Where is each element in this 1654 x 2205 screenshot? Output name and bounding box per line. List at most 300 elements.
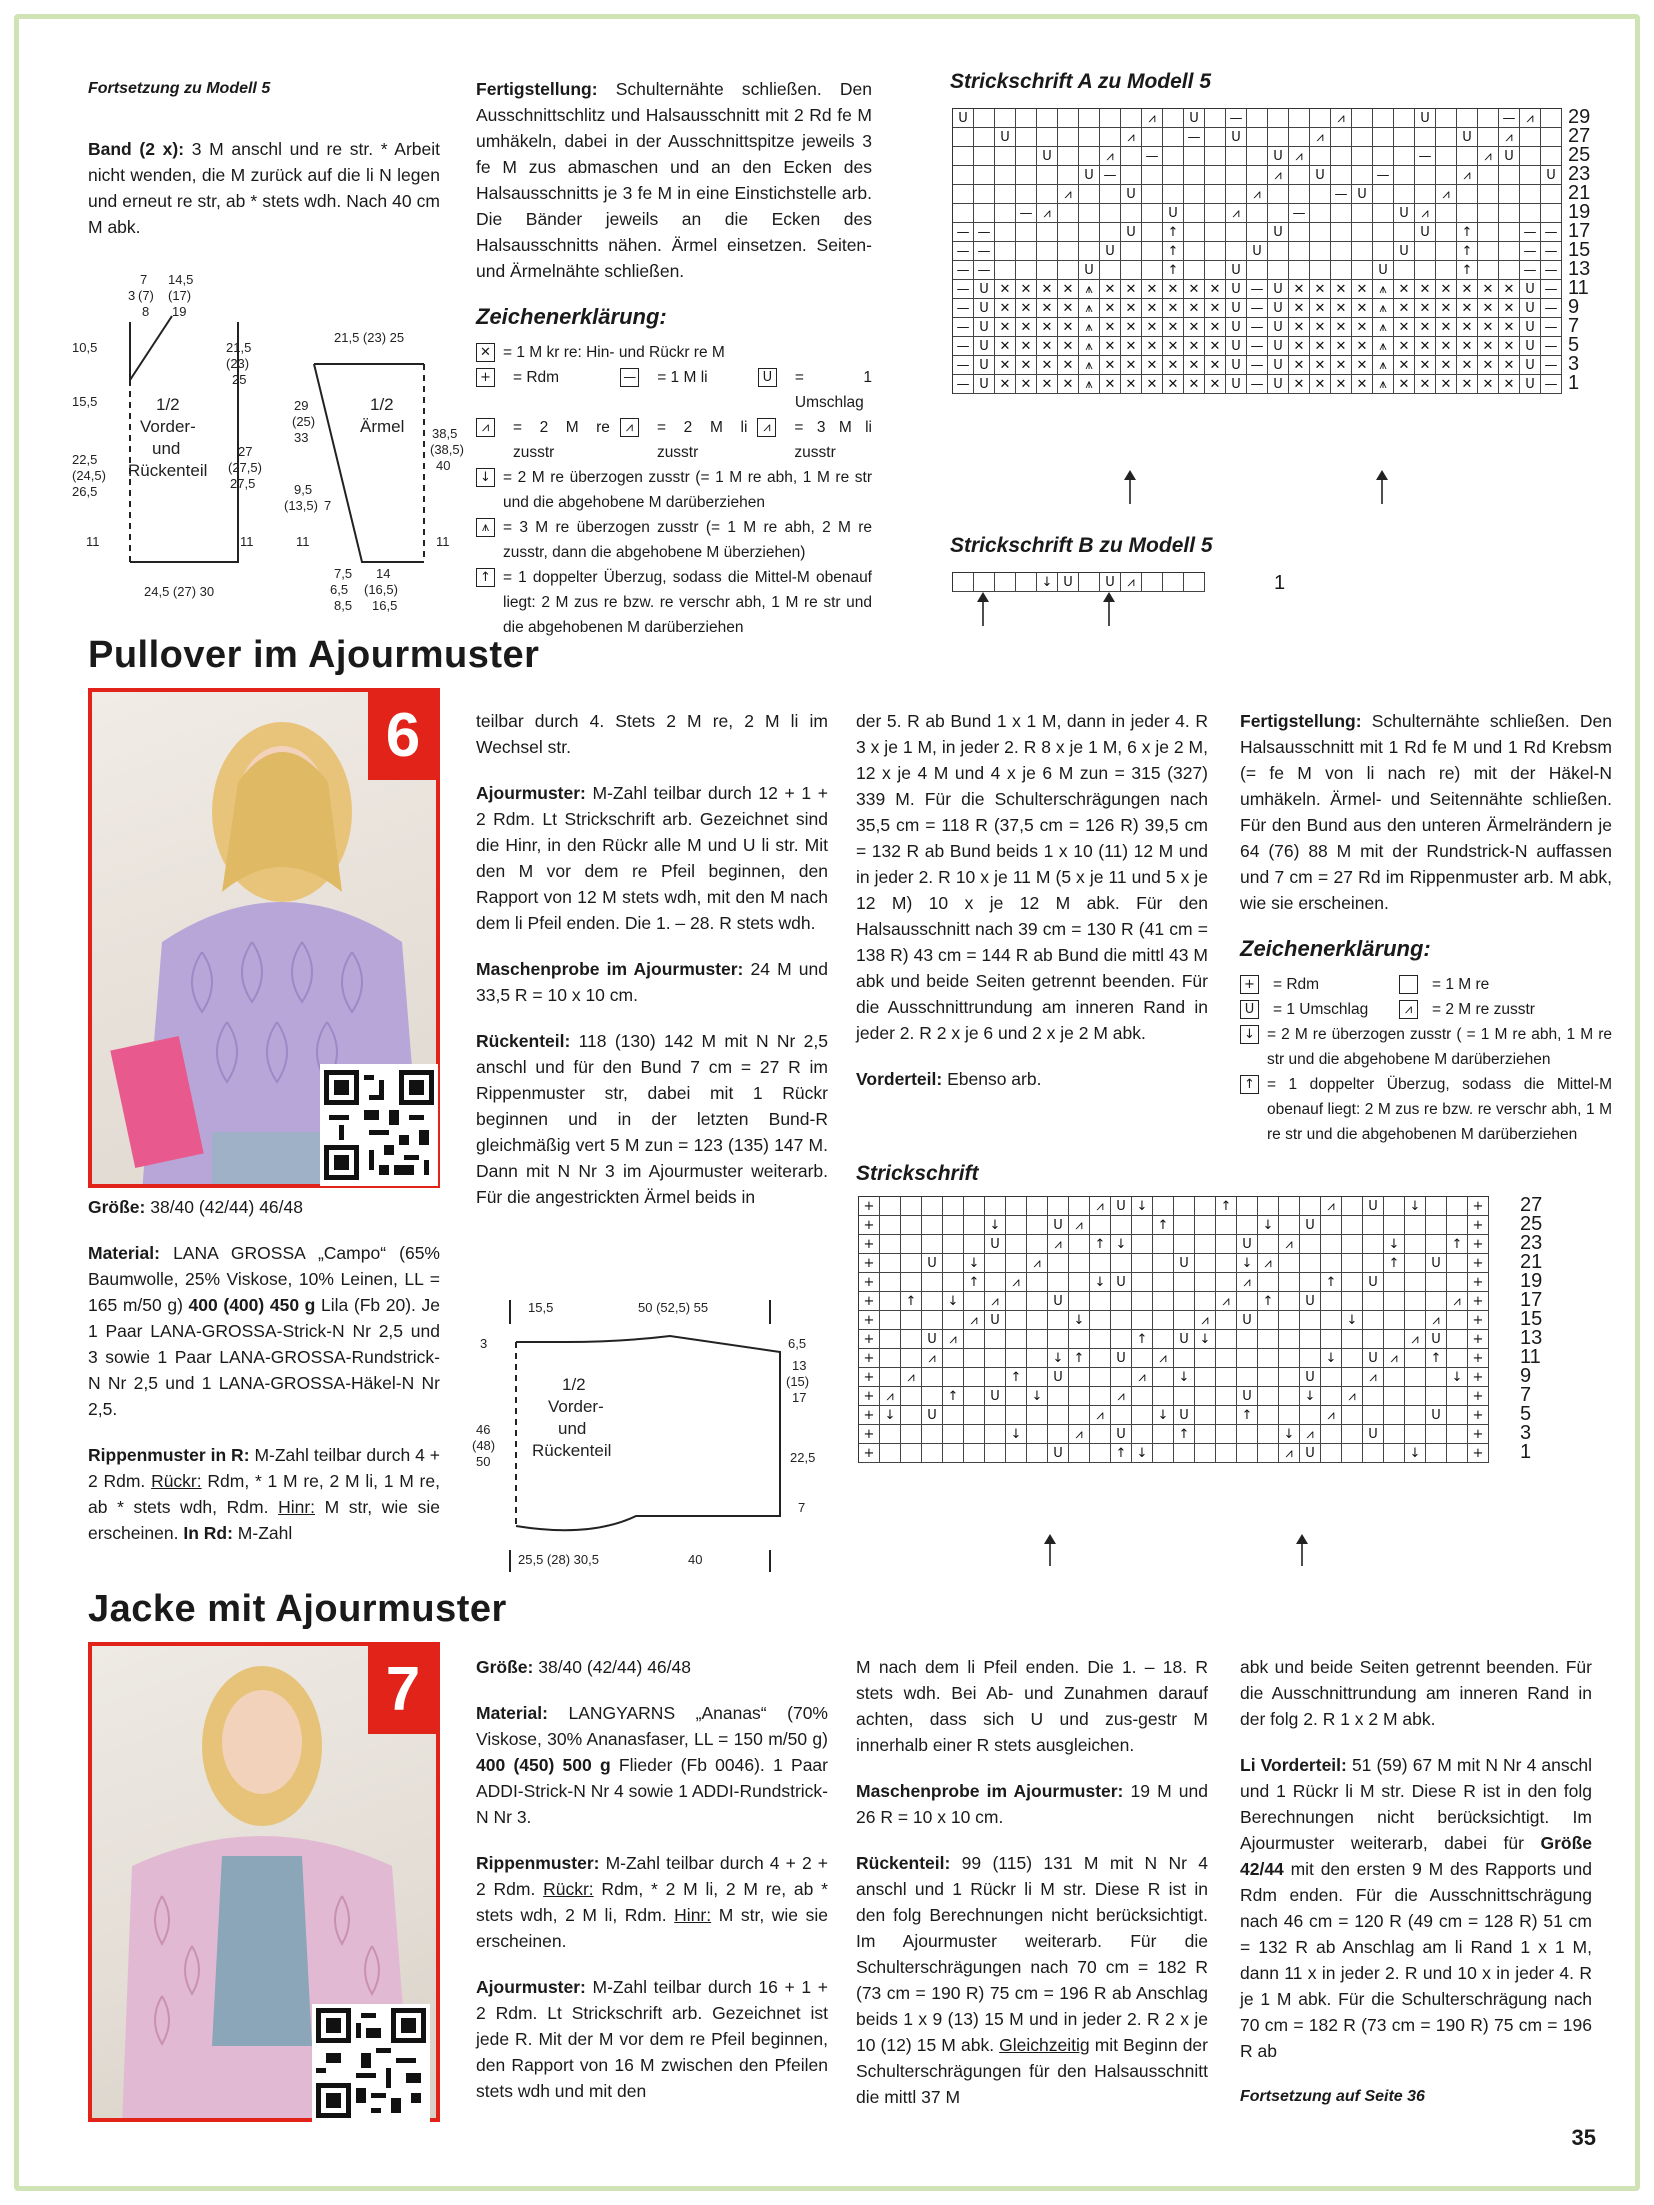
chart-cell: ✕: [1331, 299, 1352, 318]
chart-row-number: 29: [1568, 106, 1591, 128]
chart-cell: [1069, 1387, 1090, 1406]
chart-cell: [1163, 185, 1184, 204]
chart-cell: [1174, 1235, 1195, 1254]
chart-cell: [995, 185, 1016, 204]
chart-cell: [1037, 242, 1058, 261]
chart-cell: ✕: [1415, 356, 1436, 375]
chart-cell: [1352, 166, 1373, 185]
chart-cell: [1090, 1387, 1111, 1406]
chart-cell: ↑: [964, 1273, 985, 1292]
chart-cell: [1121, 109, 1142, 128]
chart-cell: [1426, 1387, 1447, 1406]
chart-cell: [1216, 1235, 1237, 1254]
model6-column-4: [1240, 708, 1612, 1147]
chart-cell: U: [1415, 223, 1436, 242]
chart-cell: —: [1184, 128, 1205, 147]
chart-cell: U: [1520, 318, 1541, 337]
chart-cell: ✕: [1205, 356, 1226, 375]
chart-cell: [1079, 242, 1100, 261]
chart-cell: U: [1300, 1216, 1321, 1235]
chart-cell: ⩘: [1300, 1425, 1321, 1444]
chart-cell: U: [1226, 356, 1247, 375]
chart-cell: +: [1468, 1235, 1489, 1254]
chart-cell: [1100, 109, 1121, 128]
chart-cell: [1163, 109, 1184, 128]
chart-cell: ✕: [1100, 337, 1121, 356]
svg-text:11: 11: [296, 534, 310, 549]
chart-cell: [1279, 1197, 1300, 1216]
chart-cell: —: [1142, 147, 1163, 166]
chart-cell: +: [859, 1235, 880, 1254]
chart-cell: [1289, 242, 1310, 261]
svg-text:(38,5): (38,5): [430, 442, 464, 457]
chart-cell: [901, 1406, 922, 1425]
chart-cell: [1279, 1387, 1300, 1406]
chart-cell: ✕: [995, 299, 1016, 318]
chart-cell: [1352, 242, 1373, 261]
svg-text:26,5: 26,5: [72, 484, 98, 499]
chart-cell: ✕: [1499, 318, 1520, 337]
chart-cell: [1016, 223, 1037, 242]
svg-text:Vorder-: Vorder-: [140, 417, 196, 436]
chart-cell: [1342, 1273, 1363, 1292]
chart-cell: [1478, 242, 1499, 261]
chart-cell: ✕: [1121, 375, 1142, 394]
chart-cell: ✕: [1310, 375, 1331, 394]
chart-cell: U: [1037, 147, 1058, 166]
chart-cell: [1258, 1349, 1279, 1368]
chart-cell: ✕: [1310, 299, 1331, 318]
chart-cell: [1342, 1330, 1363, 1349]
chart-cell: [1331, 166, 1352, 185]
chart-cell: [1037, 166, 1058, 185]
chart-cell: U: [1058, 573, 1079, 592]
chart-cell: ⩘: [1331, 109, 1352, 128]
chart-cell: [1216, 1216, 1237, 1235]
chart-cell: [985, 1425, 1006, 1444]
chart-cell: ✕: [1289, 375, 1310, 394]
chart-cell: [1520, 128, 1541, 147]
chart-cell: [1352, 147, 1373, 166]
chart-cell: [1184, 185, 1205, 204]
chart-cell: ✕: [1121, 337, 1142, 356]
chart-cell: [1237, 1216, 1258, 1235]
chart-cell: [1027, 1235, 1048, 1254]
svg-text:(27,5): (27,5): [228, 460, 262, 475]
chart-cell: ⩚: [1079, 356, 1100, 375]
svg-text:8,5: 8,5: [334, 598, 353, 613]
chart-cell: [922, 1444, 943, 1463]
chart-cell: U: [1520, 337, 1541, 356]
chart-cell: U: [1174, 1330, 1195, 1349]
chart-cell: ⩘: [901, 1368, 922, 1387]
chart-cell: ✕: [1289, 318, 1310, 337]
chart-cell: U: [1100, 573, 1121, 592]
chart-cell: [1237, 1444, 1258, 1463]
chart-cell: [1006, 1311, 1027, 1330]
chart-row-number: 1: [1568, 372, 1580, 394]
chart-cell: [1174, 1197, 1195, 1216]
model7-title: Jacke mit Ajourmuster: [88, 1588, 507, 1630]
chart-row-number: 11: [1520, 1346, 1541, 1368]
chart-cell: ✕: [1457, 299, 1478, 318]
model7-gauge: Maschenprobe im Ajourmuster: 19 M und 26 R = 10 x 10 cm.: [856, 1781, 1208, 1827]
chart-cell: ↓: [1384, 1235, 1405, 1254]
chart-cell: ↓: [1405, 1444, 1426, 1463]
chart-cell: [1006, 1197, 1027, 1216]
chart-cell: ↑: [1321, 1273, 1342, 1292]
chart-cell: ↑: [1069, 1349, 1090, 1368]
chart-cell: [1216, 1349, 1237, 1368]
legend5-row: ↓ = 2 M re überzogen zusstr (= 1 M re abh, 1 M re str und die abgehobene M darüberziehen: [476, 465, 872, 515]
chart-cell: [1405, 1406, 1426, 1425]
chart-cell: ✕: [1058, 375, 1079, 394]
chart-cell: [1405, 1425, 1426, 1444]
chart-cell: ✕: [1121, 299, 1142, 318]
chart-cell: [1436, 261, 1457, 280]
chart-cell: [1321, 1254, 1342, 1273]
chart-cell: ✕: [1184, 299, 1205, 318]
model6-front-piece: Vorderteil: Ebenso arb.: [856, 1069, 1042, 1089]
chart-cell: [964, 1425, 985, 1444]
chart-cell: [1237, 1425, 1258, 1444]
svg-text:25,5 (28) 30,5: 25,5 (28) 30,5: [518, 1552, 599, 1567]
chart-cell: +: [1468, 1330, 1489, 1349]
chart-cell: [1426, 1235, 1447, 1254]
chart-cell: [1447, 1406, 1468, 1425]
chart-cell: [1363, 1292, 1384, 1311]
chart-cell: ✕: [1415, 299, 1436, 318]
chart-cell: [901, 1311, 922, 1330]
chart-cell: ✕: [1331, 337, 1352, 356]
chart-cell: [1373, 185, 1394, 204]
chart-cell: U: [953, 109, 974, 128]
svg-text:25: 25: [232, 372, 247, 387]
chart-cell: [1331, 261, 1352, 280]
chart-cell: [1058, 261, 1079, 280]
chart-cell: ✕: [1394, 375, 1415, 394]
chart-cell: +: [859, 1216, 880, 1235]
chart-cell: [880, 1273, 901, 1292]
svg-text:(48): (48): [472, 1438, 496, 1453]
svg-text:15,5: 15,5: [72, 394, 98, 409]
chart-cell: [1069, 1444, 1090, 1463]
chart-cell: ↓: [1447, 1368, 1468, 1387]
chart-cell: [1174, 1216, 1195, 1235]
model6-title: Pullover im Ajourmuster: [88, 634, 540, 676]
svg-text:21,5 (23) 25: 21,5 (23) 25: [334, 330, 405, 345]
chart-cell: ✕: [1499, 337, 1520, 356]
chart-cell: [1090, 1368, 1111, 1387]
chart-cell: [995, 242, 1016, 261]
chart-cell: [1447, 1330, 1468, 1349]
chart-cell: ✕: [1310, 318, 1331, 337]
chart-cell: ⩘: [1457, 166, 1478, 185]
chart-cell: [1373, 147, 1394, 166]
chart-cell: ⩚: [1373, 299, 1394, 318]
chart-cell: [1069, 1254, 1090, 1273]
chart-cell: [1079, 185, 1100, 204]
chart-cell: +: [1468, 1368, 1489, 1387]
chart-cell: [1132, 1216, 1153, 1235]
chart-cell: [1300, 1273, 1321, 1292]
chart-cell: [1342, 1216, 1363, 1235]
chart-cell: [1258, 1330, 1279, 1349]
chart-cell: ✕: [1436, 299, 1457, 318]
chart-cell: ⩘: [1321, 1406, 1342, 1425]
chart-cell: [1258, 1311, 1279, 1330]
chart-cell: ↓: [880, 1406, 901, 1425]
chart-cell: U: [922, 1406, 943, 1425]
chart-cell: [985, 1197, 1006, 1216]
chart-cell: [1184, 261, 1205, 280]
svg-text:(7): (7): [138, 288, 154, 303]
chart-cell: ✕: [1415, 337, 1436, 356]
chart-cell: [1205, 147, 1226, 166]
chart-cell: [1342, 1235, 1363, 1254]
chart-cell: U: [1268, 337, 1289, 356]
chart-cell: —: [953, 299, 974, 318]
chart-cell: [1142, 204, 1163, 223]
chart-row-number: 27: [1568, 125, 1591, 147]
chart-cell: —: [1520, 223, 1541, 242]
chart-row-number: 3: [1520, 1422, 1532, 1444]
double-decrease-icon: ↑: [476, 568, 495, 587]
chart-cell: [1006, 1292, 1027, 1311]
chart-cell: [1016, 261, 1037, 280]
chart-cell: [880, 1235, 901, 1254]
chart-cell: [943, 1273, 964, 1292]
model6-size: Größe: 38/40 (42/44) 46/48: [88, 1197, 303, 1217]
chart-cell: [1247, 223, 1268, 242]
chart-cell: ⩘: [1363, 1368, 1384, 1387]
chart-cell: [1321, 1235, 1342, 1254]
chart-cell: [1153, 1425, 1174, 1444]
chart-cell: [1279, 1368, 1300, 1387]
chart-cell: [1258, 1425, 1279, 1444]
chart-cell: [1268, 242, 1289, 261]
chart-cell: ⩘: [1153, 1349, 1174, 1368]
chart-cell: [1048, 1273, 1069, 1292]
chart-cell: ↓: [1111, 1235, 1132, 1254]
svg-text:24,5 (27) 30: 24,5 (27) 30: [144, 584, 215, 599]
chartB-title: Strickschrift B zu Modell 5: [950, 534, 1213, 557]
chart-cell: ⩘: [1006, 1273, 1027, 1292]
chart-cell: +: [859, 1273, 880, 1292]
chart-cell: [1321, 1425, 1342, 1444]
chart-cell: [1310, 223, 1331, 242]
chart-cell: [974, 185, 995, 204]
chart-cell: [1037, 223, 1058, 242]
chart-cell: [1447, 1311, 1468, 1330]
legend5-row: ↑ = 1 doppelter Überzug, sodass die Mittel-M obenauf liegt: 2 M zus re bzw. re verschr abh, 1 M re str und die abgehobenen M darüberziehen: [476, 565, 872, 640]
chart-cell: +: [1468, 1292, 1489, 1311]
chart-cell: [985, 1444, 1006, 1463]
chart-cell: ✕: [1037, 337, 1058, 356]
chart-cell: [1111, 1368, 1132, 1387]
chart-cell: ⩘: [1037, 204, 1058, 223]
chart-cell: [1373, 223, 1394, 242]
chart-cell: [1279, 1311, 1300, 1330]
chart-cell: ✕: [1037, 375, 1058, 394]
chart-cell: [1195, 1292, 1216, 1311]
chart-cell: U: [1415, 109, 1436, 128]
chart-cell: [1384, 1311, 1405, 1330]
chart-cell: ✕: [1415, 318, 1436, 337]
svg-text:und: und: [152, 439, 181, 458]
model6-column-2: [476, 708, 828, 1210]
chart-row-number: 21: [1568, 182, 1591, 204]
chart-cell: ✕: [1457, 337, 1478, 356]
chart-cell: U: [1048, 1444, 1069, 1463]
chart-cell: [1279, 1292, 1300, 1311]
chart-cell: [1321, 1368, 1342, 1387]
chart-cell: U: [1100, 242, 1121, 261]
chart-cell: [1384, 1273, 1405, 1292]
chart-cell: ✕: [1058, 299, 1079, 318]
chart-cell: U: [1226, 280, 1247, 299]
chart-cell: ↓: [1069, 1311, 1090, 1330]
k2tog-icon: ⩘: [1399, 1000, 1418, 1019]
chart-cell: U: [1373, 261, 1394, 280]
chart-cell: [995, 147, 1016, 166]
chart-cell: ✕: [1142, 280, 1163, 299]
chart-cell: [1405, 1235, 1426, 1254]
chart-cell: [1321, 1311, 1342, 1330]
chart-cell: ↑: [1457, 261, 1478, 280]
legend5-row: ⩘ = 2 M re zusstr ⩘ = 2 M li zusstr ⩘ = 3 M li zusstr: [476, 415, 872, 465]
chart-cell: [1216, 1444, 1237, 1463]
chart-cell: [1457, 147, 1478, 166]
chart-cell: ⩘: [1237, 1273, 1258, 1292]
chart-cell: ⩘: [943, 1330, 964, 1349]
chart-cell: [880, 1330, 901, 1349]
model6-finishing: Fertigstellung: Schulternähte schließen. Den Halsausschnitt mit 1 Rd fe M und 1 Rd Krebsm (= fe M von li nach re) mit der Häkel-N umhäkeln. Ärmel- und Seitennähte schließen. Für den Bund aus den unteren Ärmelrändern je 64 (76) 88 M mit der Rundstrick-N auffassen und 7 cm = 27 Rd im Rippenmuster arb. M abk, wie sie erscheinen.: [1240, 711, 1612, 913]
svg-text:22,5: 22,5: [72, 452, 98, 467]
chart-cell: [985, 1330, 1006, 1349]
chart-cell: [1342, 1254, 1363, 1273]
chart-cell: ↑: [1457, 223, 1478, 242]
chart-row-number: 13: [1520, 1327, 1543, 1349]
chart-cell: [1426, 1273, 1447, 1292]
chart-cell: ✕: [1394, 356, 1415, 375]
chart-cell: [1457, 109, 1478, 128]
chart-cell: [901, 1425, 922, 1444]
chart-cell: [1216, 1387, 1237, 1406]
chart-cell: ⩘: [1289, 147, 1310, 166]
chart-cell: [1394, 147, 1415, 166]
chart-cell: [1079, 573, 1100, 592]
chart-cell: ↓: [985, 1216, 1006, 1235]
chart-cell: ⩘: [1121, 128, 1142, 147]
chart-cell: ✕: [1478, 356, 1499, 375]
chart-cell: [1153, 1330, 1174, 1349]
chart-cell: U: [1426, 1406, 1447, 1425]
chart-cell: +: [1468, 1387, 1489, 1406]
chart-cell: [1363, 1444, 1384, 1463]
chart-cell: ✕: [1016, 280, 1037, 299]
chart-row-number: 9: [1568, 296, 1580, 318]
chart-cell: ✕: [995, 356, 1016, 375]
model7-rib-pattern: Rippenmuster: M-Zahl teilbar durch 4 + 2 + 2 Rdm. Rückr: Rdm, * 2 M li, 2 M re, ab * stets wdh, 2 M li, Rdm. Hinr: M str, wie sie erscheinen.: [476, 1853, 828, 1951]
chart-cell: [1342, 1197, 1363, 1216]
chart-cell: ⩘: [1121, 573, 1142, 592]
chart-cell: ⩘: [1226, 204, 1247, 223]
chart-cell: U: [1048, 1292, 1069, 1311]
chart-cell: —: [1247, 280, 1268, 299]
chart-cell: ⩘: [1247, 185, 1268, 204]
chart-cell: ✕: [1016, 375, 1037, 394]
chart-cell: [985, 1349, 1006, 1368]
chart-cell: [1310, 242, 1331, 261]
chart-cell: [1279, 1273, 1300, 1292]
chart-cell: [1100, 204, 1121, 223]
chart-cell: +: [859, 1197, 880, 1216]
chart-cell: [1058, 147, 1079, 166]
chart-cell: ⩘: [1384, 1349, 1405, 1368]
chart-cell: ↓: [1027, 1387, 1048, 1406]
svg-text:11: 11: [436, 534, 450, 549]
chart-cell: —: [1499, 109, 1520, 128]
chart-cell: [953, 573, 974, 592]
chart-cell: [1174, 1444, 1195, 1463]
chart-cell: ✕: [1310, 280, 1331, 299]
chart-cell: [1321, 1330, 1342, 1349]
chart-cell: ⩘: [1321, 1197, 1342, 1216]
chart-cell: U: [1268, 318, 1289, 337]
chart-cell: U: [922, 1254, 943, 1273]
chart-cell: [1153, 1387, 1174, 1406]
chart-cell: [1142, 242, 1163, 261]
chart-cell: —: [1541, 223, 1562, 242]
chart-cell: ✕: [1016, 337, 1037, 356]
chart-cell: U: [1111, 1197, 1132, 1216]
chart-cell: ↓: [1195, 1330, 1216, 1349]
chart-cell: [1079, 147, 1100, 166]
chart-cell: ↓: [1300, 1387, 1321, 1406]
legend6-row: ↓ = 2 M re überzogen zusstr ( = 1 M re abh, 1 M re str und die abgehobene M darüberziehen: [1240, 1022, 1612, 1072]
model5-finishing-text: Fertigstellung: Schulternähte schließen. Den Ausschnittschlitz und Halsausschnitt mit 2 Rd fe M umhäkeln, dabei in der Ausschnittspitze jeweils 3 fe M zus abmaschen und an den Ecken des Halsausschnitts je 3 fe M in eine Einstichstelle arb. Die Bänder jeweils an die Ecken des Halsausschnitts nähen. Ärmel einsetzen. Seiten- und Ärmelnähte schließen.: [476, 79, 872, 281]
chart-cell: ⩘: [1132, 1368, 1153, 1387]
chart-cell: [943, 1444, 964, 1463]
schem5-label: 7: [140, 272, 148, 287]
chart-cell: [1300, 1406, 1321, 1425]
chart-cell: —: [1541, 261, 1562, 280]
chart-cell: [1006, 1216, 1027, 1235]
chart-row-number: 19: [1568, 201, 1591, 223]
legend6-title: Zeichenerklärung:: [1240, 936, 1431, 961]
model7-column-3: [856, 1654, 1208, 2110]
chart-cell: [1195, 1368, 1216, 1387]
chart-cell: [1247, 109, 1268, 128]
chart-cell: [922, 1387, 943, 1406]
chart-cell: +: [1468, 1216, 1489, 1235]
svg-text:22,5: 22,5: [790, 1450, 816, 1465]
chart-cell: —: [1247, 375, 1268, 394]
chart-cell: [1258, 1273, 1279, 1292]
chart-cell: —: [1226, 109, 1247, 128]
chart-cell: [995, 573, 1016, 592]
chart-cell: U: [974, 356, 995, 375]
chart-cell: [1216, 1273, 1237, 1292]
chart-cell: [1394, 185, 1415, 204]
chart-cell: [1100, 128, 1121, 147]
chart-row-number: 13: [1568, 258, 1591, 280]
chart-cell: [1394, 128, 1415, 147]
chart-cell: —: [1373, 166, 1394, 185]
chart-cell: —: [1541, 356, 1562, 375]
chart-cell: [1184, 147, 1205, 166]
